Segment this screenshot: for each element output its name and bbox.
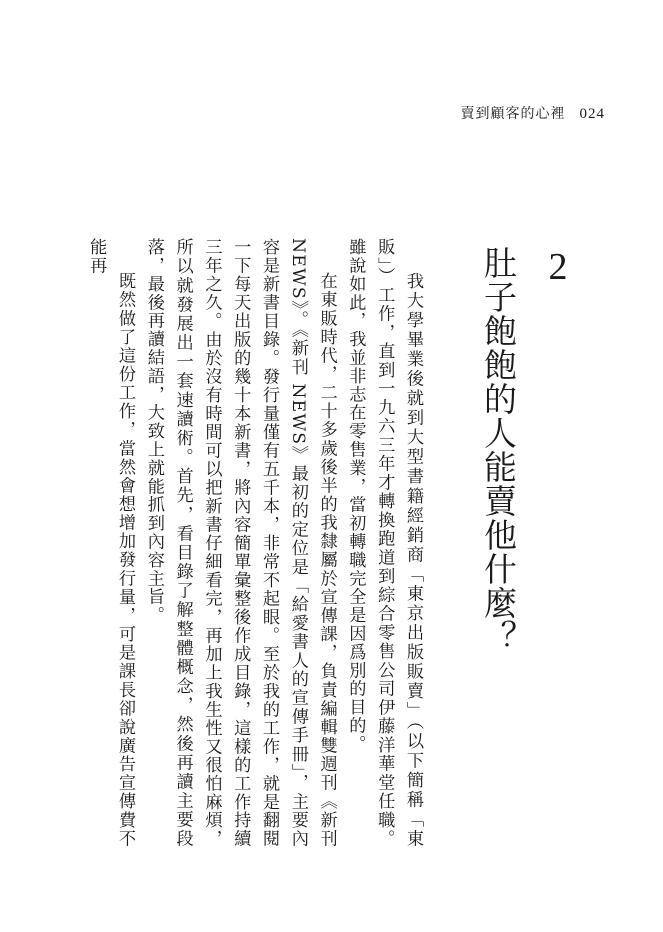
- page-number: 024: [579, 106, 605, 122]
- running-header: [461, 103, 606, 123]
- chapter-title: 肚子飽飽的人能賣他什麼？: [479, 246, 518, 654]
- chapter-heading: [479, 246, 588, 654]
- body-text: [82, 238, 427, 848]
- chapter-number: 2: [537, 246, 579, 288]
- paragraph: 我大學畢業後就到大型書籍經銷商「東京出版販賣」（以下簡稱「東販」）工作，直到一九六三年才轉換跑道到綜合零售公司伊藤洋華堂任職。雖說如此，我並非志在零售業，當初轉職完全是因爲別的目的。: [345, 238, 423, 848]
- running-title: 賣到顧客的心裡: [460, 106, 566, 122]
- paragraph: 既然做了這份工作，當然會想增加發行量，可是課長卻說廣告宣傳費不能再: [86, 238, 136, 848]
- paragraph: 在東販時代，二十多歲後半的我隸屬於宣傳課，負責編輯雙週刊《新刊NEWS》。《新刊 NEWS》最初的定位是「給愛書人的宣傳手冊」，主要內容是新書目錄。發行量僅有五千本，非常不起眼。至於我的工作，就是翻閱一下每天出版的幾十本新書，將內容簡單彙整後作成目錄，這樣的工作持續三年之久。由於沒有時間可以把新書仔細看完，再加上我生性又很怕麻煩，所以就發展出一套速讀術。首先，看目錄了解整體概念，然後再讀主要段落，最後再讀結語，大致上就能抓到內容主旨。: [143, 238, 337, 848]
